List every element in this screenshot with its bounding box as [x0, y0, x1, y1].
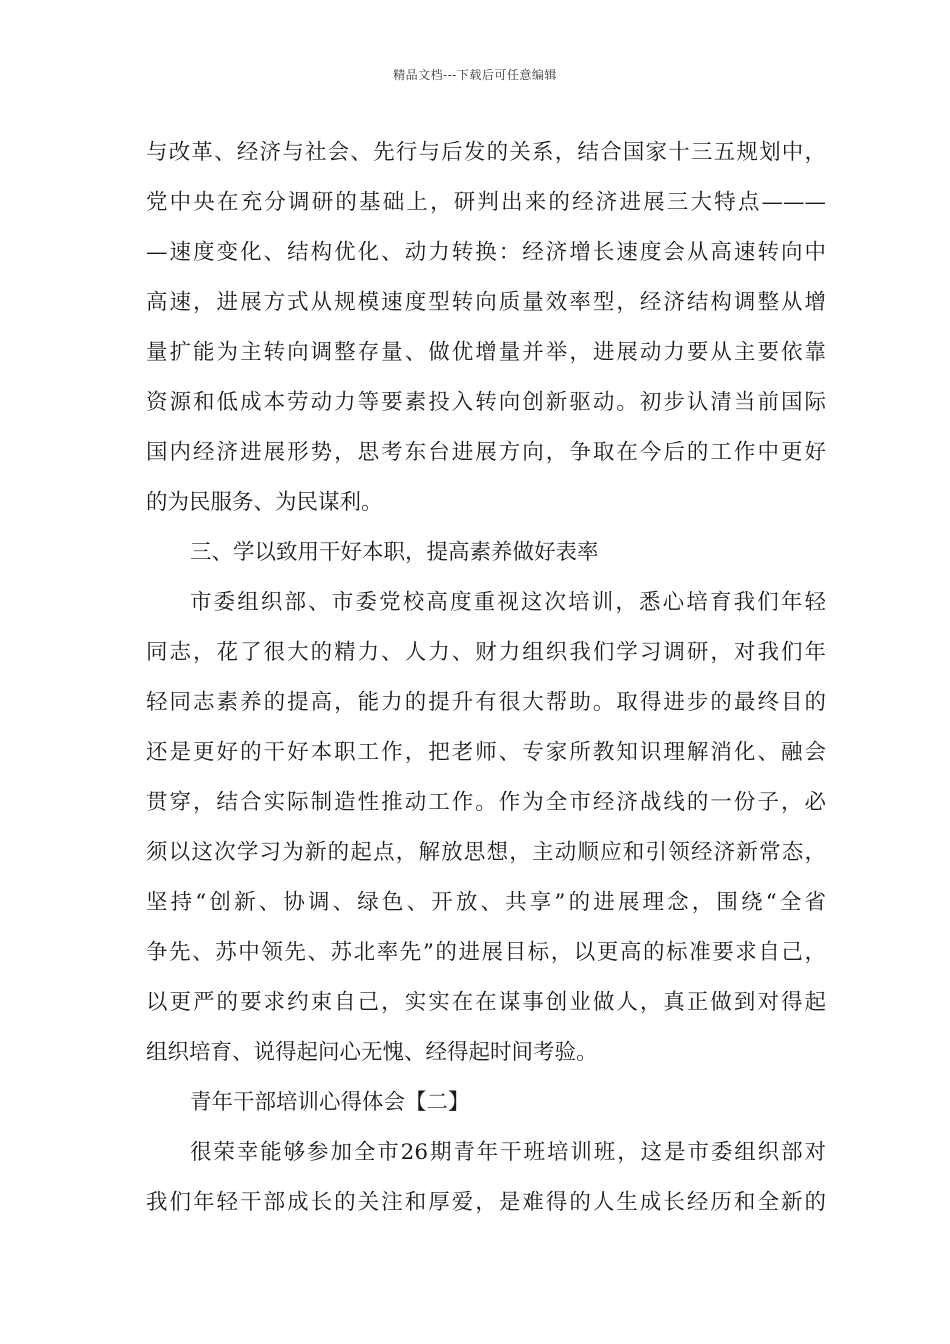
document-body [146, 128, 826, 1228]
text-line: 还是更好的干好本职工作，把老师、专家所教知识理解消化、融会 [146, 740, 826, 765]
text-line: 争先、苏中领先、苏北率先”的进展目标，以更高的标准要求自己， [146, 940, 826, 965]
text-line: 高速，进展方式从规模速度型转向质量效率型，经济结构调整从增 [146, 290, 826, 315]
text-line: 与改革、经济与社会、先行与后发的关系，结合国家十三五规划中， [146, 140, 826, 165]
text-line: 党中央在充分调研的基础上，研判出来的经济进展三大特点——— [146, 190, 826, 215]
text-line: 很荣幸能够参加全市26期青年干班培训班，这是市委组织部对 [190, 1140, 826, 1165]
text-line: 须以这次学习为新的起点，解放思想，主动顺应和引领经济新常态， [146, 840, 826, 865]
text-line: 同志，花了很大的精力、人力、财力组织我们学习调研，对我们年 [146, 640, 826, 665]
text-line: 轻同志素养的提高，能力的提升有很大帮助。取得进步的最终目的 [146, 690, 826, 715]
text-line: 贯穿，结合实际制造性推动工作。作为全市经济战线的一份子，必 [146, 790, 826, 815]
text-line: 市委组织部、市委党校高度重视这次培训，悉心培育我们年轻 [190, 590, 826, 615]
text-line: 我们年轻干部成长的关注和厚爱，是难得的人生成长经历和全新的 [146, 1190, 826, 1215]
text-line: 坚持“创新、协调、绿色、开放、共享”的进展理念，围绕“全省 [146, 890, 826, 915]
section-title: 青年干部培训心得体会【二】 [190, 1090, 470, 1115]
text-line: 资源和低成本劳动力等要素投入转向创新驱动。初步认清当前国际 [146, 390, 826, 415]
text-line: 国内经济进展形势，思考东台进展方向，争取在今后的工作中更好 [146, 440, 826, 465]
text-line: —速度变化、结构优化、动力转换：经济增长速度会从高速转向中 [146, 240, 826, 265]
text-line: 量扩能为主转向调整存量、做优增量并举，进展动力要从主要依靠 [146, 340, 826, 365]
section-heading: 三、学以致用干好本职，提高素养做好表率 [190, 540, 599, 565]
page-header: 精品文档---下载后可任意编辑 [393, 68, 557, 82]
text-line: 组织培育、说得起问心无愧、经得起时间考验。 [146, 1040, 598, 1065]
text-line: 以更严的要求约束自己，实实在在谋事创业做人，真正做到对得起 [146, 990, 826, 1015]
text-line: 的为民服务、为民谋利。 [146, 490, 383, 515]
